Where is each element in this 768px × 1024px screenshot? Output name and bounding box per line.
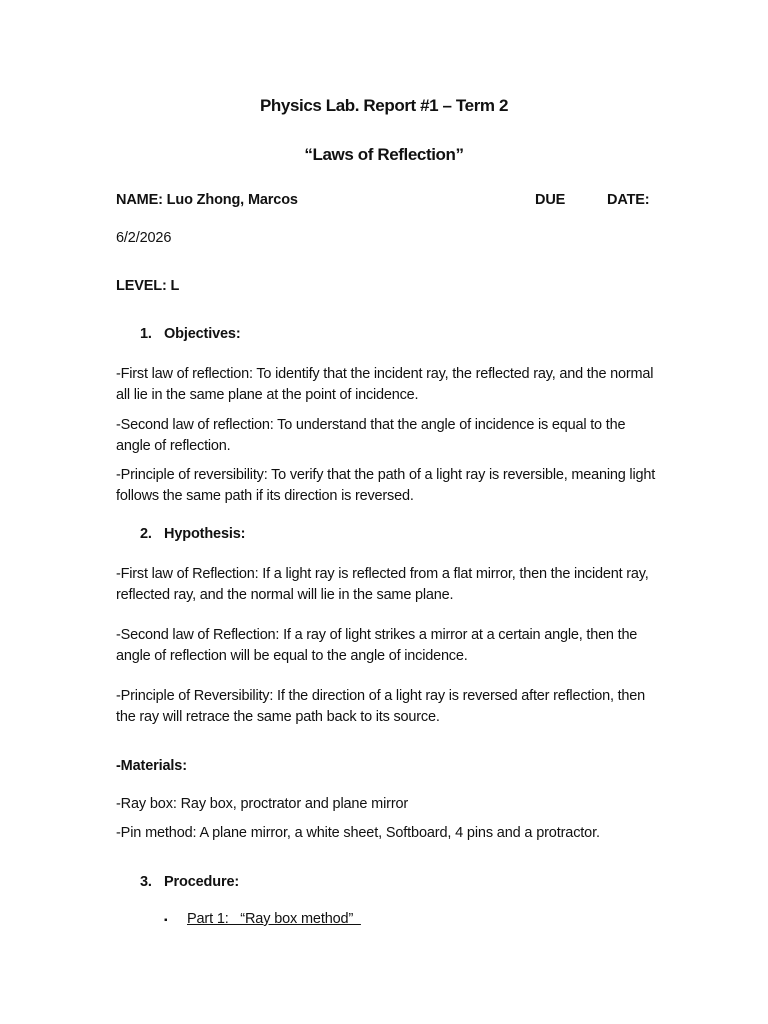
report-subtitle: “Laws of Reflection” — [304, 145, 464, 164]
materials-item-pin: -Pin method: A plane mirror, a white sheet, Softboard, 4 pins and a protractor. — [116, 825, 600, 841]
objective-item-2: -Second law of reflection: To understand that the angle of incidence is equal to the angle of reflection. — [116, 417, 626, 454]
hypothesis-item-3: -Principle of Reversibility: If the direction of a light ray is reversed after reflection, then the ray will retrace the same path back to its source. — [116, 688, 646, 725]
hypothesis-item-2: -Second law of Reflection: If a ray of light strikes a mirror at a certain angle, then the angle of reflection will be equal to the angle of incidence. — [116, 627, 638, 664]
objectives-heading-text: Objectives: — [164, 326, 241, 342]
procedure-heading — [140, 874, 239, 890]
due-label: DUE — [535, 192, 566, 208]
bullet-icon: ▪ — [164, 915, 168, 926]
objective-item-3: -Principle of reversibility: To verify that the path of a light ray is reversible, meaning light follows the same path if its direction is reversed. — [116, 467, 656, 504]
hypothesis-item-1: -First law of Reflection: If a light ray is reflected from a flat mirror, then the incident ray, reflected ray, and the normal will lie in the same plane. — [116, 566, 649, 603]
hypothesis-heading-text: Hypothesis: — [164, 526, 246, 542]
materials-item-raybox: -Ray box: Ray box, proctrator and plane mirror — [116, 796, 409, 812]
date-label: DATE: — [607, 192, 650, 208]
level-label: LEVEL: L — [116, 278, 180, 294]
objectives-heading — [140, 326, 241, 342]
hypothesis-heading — [140, 526, 245, 542]
procedure-heading-text: Procedure: — [164, 874, 240, 890]
procedure-number: 3. — [140, 874, 152, 890]
hypothesis-number: 2. — [140, 526, 152, 542]
materials-heading: -Materials: — [116, 758, 187, 774]
student-name: NAME: Luo Zhong, Marcos — [116, 192, 298, 208]
objective-item-1: -First law of reflection: To identify that the incident ray, the reflected ray, and the normal all lie in the same plane at the point of incidence. — [116, 366, 654, 403]
procedure-part1: Part 1: “Ray box method” — [187, 911, 361, 927]
report-title: Physics Lab. Report #1 – Term 2 — [259, 96, 509, 115]
due-date-value: 6/2/2026 — [116, 230, 172, 246]
objectives-number: 1. — [140, 326, 152, 342]
